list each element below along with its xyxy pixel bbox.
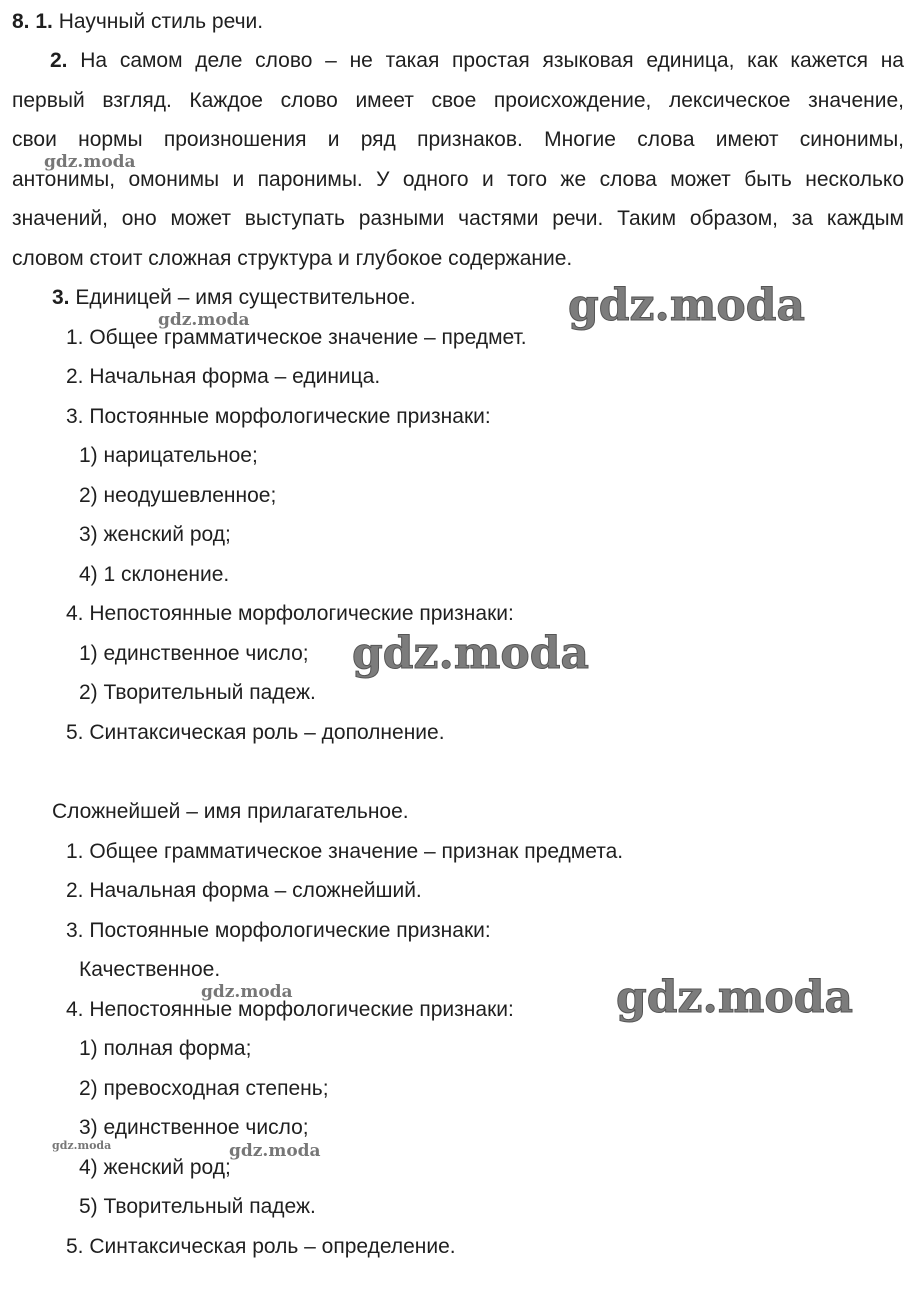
adjective-line: 4) женский род; <box>79 1156 231 1179</box>
item-2-line-2: первый взгляд. Каждое слово имеет свое происхождение, лексическое значение, <box>12 89 904 112</box>
noun-line: 5. Синтаксическая роль – дополнение. <box>66 721 445 744</box>
item-1-number: 1. <box>35 10 53 33</box>
adjective-line: 1) полная форма; <box>79 1037 252 1060</box>
noun-line: 1. Общее грамматическое значение – предмет. <box>66 326 527 349</box>
noun-line: 1) нарицательное; <box>79 444 258 467</box>
adjective-line: 3. Постоянные морфологические признаки: <box>66 919 491 942</box>
watermark: gdz.moda <box>201 982 293 1002</box>
item-2-line-5: значений, оно может выступать разными частями речи. Таким образом, за каждым <box>12 207 904 230</box>
watermark: gdz.moda <box>568 280 806 331</box>
item-3-text: Единицей – имя существительное. <box>75 286 416 309</box>
noun-line: 4. Непостоянные морфологические признаки: <box>66 602 514 625</box>
adjective-line: Качественное. <box>79 958 221 981</box>
adjective-line: 3) единственное число; <box>79 1116 309 1139</box>
item-1-text: Научный стиль речи. <box>58 10 264 33</box>
adjective-line: 5. Синтаксическая роль – определение. <box>66 1235 456 1258</box>
item-2-number: 2. <box>50 49 68 72</box>
task-number: 8. <box>12 10 30 33</box>
adjective-line: 5) Творительный падеж. <box>79 1195 316 1218</box>
watermark: gdz.moda <box>352 628 590 679</box>
item-2-line-3: свои нормы произношения и ряд признаков. Многие слова имеют синонимы, <box>12 128 904 151</box>
noun-line: 4) 1 склонение. <box>79 563 230 586</box>
item-2-line-4: антонимы, омонимы и паронимы. У одного и того же слова может быть несколько <box>12 168 904 191</box>
item-3-number: 3. <box>52 286 70 309</box>
watermark: gdz.moda <box>44 152 136 172</box>
item-2-line-6: словом стоит сложная структура и глубокое содержание. <box>12 247 573 270</box>
noun-line: 2. Начальная форма – единица. <box>66 365 381 388</box>
adjective-heading: Сложнейшей – имя прилагательное. <box>52 800 409 823</box>
item-3 <box>52 285 416 311</box>
noun-line: 3) женский род; <box>79 523 231 546</box>
noun-line: 2) Творительный падеж. <box>79 681 316 704</box>
adjective-line: 2) превосходная степень; <box>79 1077 329 1100</box>
watermark: gdz.moda <box>229 1141 321 1161</box>
adjective-line: 2. Начальная форма – сложнейший. <box>66 879 422 902</box>
adjective-line: 4. Непостоянные морфологические признаки: <box>66 998 514 1021</box>
noun-line: 3. Постоянные морфологические признаки: <box>66 405 491 428</box>
adjective-line: 1. Общее грамматическое значение – признак предмета. <box>66 840 624 863</box>
watermark: gdz.moda <box>158 310 250 330</box>
item-2-line-1: 2. На самом деле слово – не такая простая языковая единица, как кажется на <box>50 49 904 72</box>
watermark: gdz.moda <box>52 1139 112 1152</box>
item-1 <box>12 9 263 35</box>
watermark: gdz.moda <box>616 972 854 1023</box>
noun-line: 1) единственное число; <box>79 642 309 665</box>
noun-line: 2) неодушевленное; <box>79 484 277 507</box>
